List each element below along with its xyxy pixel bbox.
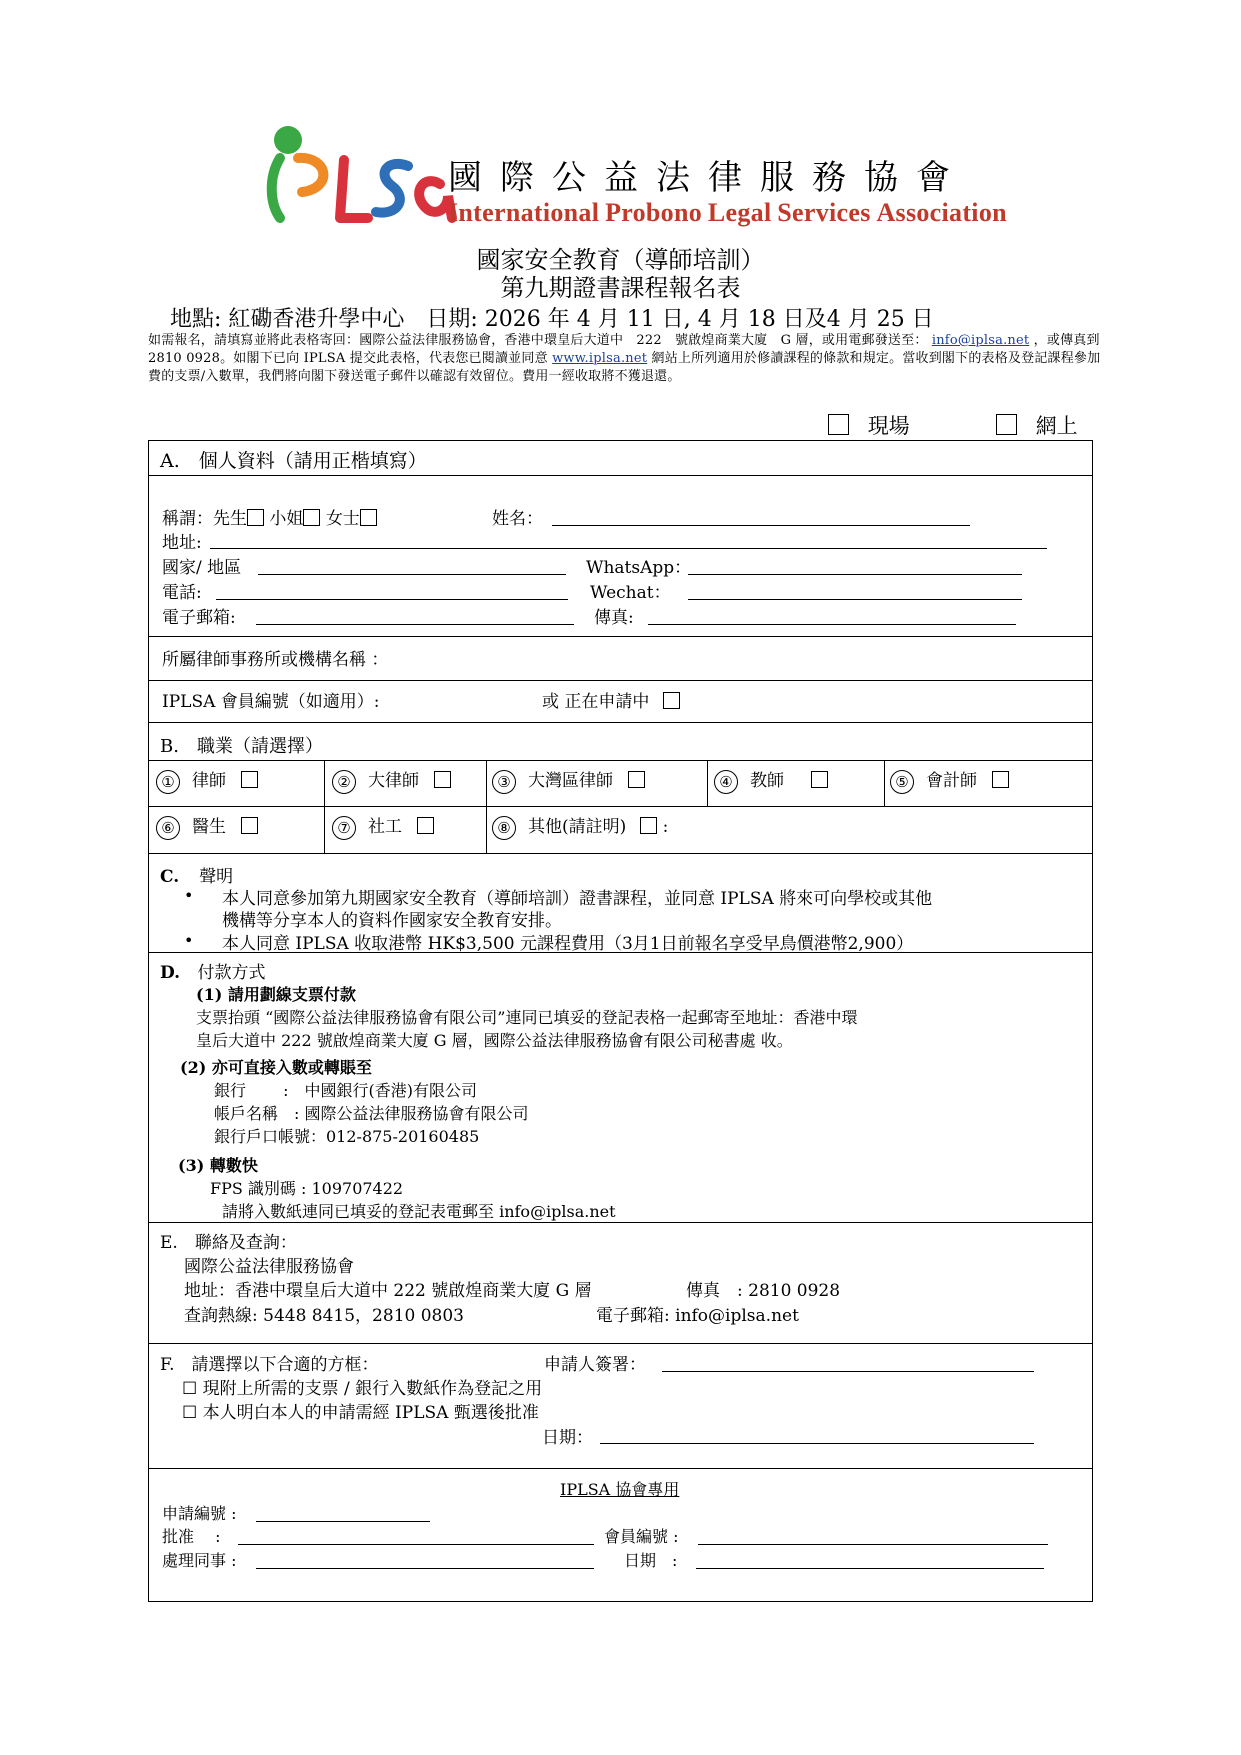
org-name-en-word-4: Services (777, 198, 871, 227)
fax-field[interactable] (648, 624, 1016, 625)
account-name: 帳戶名稱 : 國際公益法律服務協會有限公司 (214, 1104, 529, 1123)
online-label: 網上 (1035, 414, 1078, 438)
other-suffix: : (662, 817, 669, 837)
confirm-option-2[interactable]: ☐ 本人明白本人的申請需經 IPLSA 甄選後批准 (182, 1403, 539, 1423)
divider (148, 680, 1093, 681)
divider (148, 760, 1093, 761)
salutation-miss-label: 小姐 (269, 509, 304, 529)
divider (486, 760, 487, 853)
occupation-label: 社工 (368, 817, 402, 837)
gba-lawyer-checkbox[interactable] (628, 771, 645, 788)
approved-field[interactable] (238, 1544, 594, 1545)
divider (148, 722, 1093, 723)
divider (324, 760, 325, 853)
member-no-admin-field[interactable] (698, 1544, 1048, 1545)
payment-option-1-line2: 皇后大道中 222 號啟煌商業大廈 G 層，國際公益法律服務協會有限公司秘書處 收。 (196, 1031, 793, 1050)
form-title-line1: 國家安全教育（導師培訓） (476, 246, 765, 274)
notice-text-1: 如需報名，請填寫並將此表格寄回：國際公益法律服務協會，香港中環皇后大道中 222 號啟煌商業大廈 G 層，或用電郵發送至： (148, 333, 928, 348)
option-number: ③ (492, 770, 516, 794)
section-a-title: A. 個人資料（請用正楷填寫） (160, 450, 427, 472)
divider (148, 636, 1093, 637)
bullet-icon: • (184, 931, 194, 950)
approved-label: 批准 : (162, 1527, 221, 1546)
country-field[interactable] (258, 574, 566, 575)
contact-org: 國際公益法律服務協會 (184, 1257, 354, 1277)
contact-email: 電子郵箱: info@iplsa.net (596, 1306, 799, 1326)
org-name-en-word-2: Probono (605, 198, 703, 227)
email-field[interactable] (256, 624, 574, 625)
divider (148, 1222, 1093, 1223)
handler-label: 處理同事 : (162, 1551, 237, 1570)
country-label: 國家/ 地區 (162, 558, 242, 578)
section-c-heading: 聲明 (199, 867, 234, 887)
contact-address: 地址：香港中環皇后大道中 222 號啟煌商業大廈 G 層 (184, 1281, 592, 1301)
signature-label: 申請人簽署： (544, 1355, 646, 1375)
account-number: 銀行戶口帳號：012-875-20160485 (214, 1127, 480, 1146)
occupation-lawyer[interactable] (156, 766, 258, 794)
onsite-label: 現場 (867, 414, 910, 438)
form-title-line2: 第九期證書課程報名表 (500, 274, 741, 302)
ms-checkbox[interactable] (360, 509, 377, 526)
fps-note: 請將入數紙連同已填妥的登記表電郵至 info@iplsa.net (222, 1202, 616, 1221)
applying-label: 或 正在申請中 (542, 692, 650, 712)
doctor-checkbox[interactable] (241, 817, 258, 834)
admin-date-field[interactable] (696, 1568, 1044, 1569)
mr-checkbox[interactable] (247, 509, 264, 526)
occupation-gba-lawyer[interactable] (492, 766, 645, 794)
phone-field[interactable] (216, 599, 568, 600)
application-no-field[interactable] (256, 1521, 430, 1522)
teacher-checkbox[interactable] (811, 771, 828, 788)
salutation-mr-label: 先生 (213, 509, 247, 529)
confirm-option-1[interactable]: ☐ 現附上所需的支票 / 銀行入數紙作為登記之用 (182, 1379, 543, 1399)
fax-label: 傳真: (594, 608, 634, 628)
logo-figure (272, 126, 452, 218)
application-no-label: 申請編號 : (162, 1504, 237, 1523)
payment-option-1-title: (1) 請用劃線支票付款 (196, 985, 356, 1004)
option-number: ① (156, 770, 180, 794)
payment-option-2-title: (2) 亦可直接入數或轉賬至 (180, 1058, 372, 1077)
signature-field[interactable] (662, 1371, 1034, 1372)
wechat-field[interactable] (688, 599, 1022, 600)
notice-email-link[interactable]: info@iplsa.net (931, 333, 1030, 348)
bank-name: 銀行 : 中國銀行(香港)有限公司 (214, 1081, 477, 1100)
divider (884, 760, 885, 806)
social-worker-checkbox[interactable] (417, 817, 434, 834)
occupation-label: 醫生 (192, 817, 226, 837)
declaration-2: 本人同意 IPLSA 收取港幣 HK$3,500 元課程費用（3月1日前報名享受早鳥價港幣2,900） (222, 934, 914, 954)
option-number: ② (332, 770, 356, 794)
member-no-label: IPLSA 會員編號（如適用）: (162, 692, 380, 712)
name-label: 姓名： (492, 509, 543, 529)
section-b-title: B. 職業（請選擇） (160, 736, 323, 757)
option-number: ④ (714, 770, 738, 794)
divider (148, 475, 1093, 476)
admin-date-label: 日期 : (624, 1551, 678, 1570)
bullet-icon: • (184, 886, 194, 905)
other-checkbox[interactable] (640, 817, 657, 834)
phone-label: 電話: (162, 583, 202, 603)
option-number: ⑤ (890, 770, 914, 794)
occupation-label: 大灣區律師 (528, 771, 613, 791)
divider (148, 806, 1093, 807)
miss-checkbox[interactable] (303, 509, 320, 526)
barrister-checkbox[interactable] (434, 771, 451, 788)
divider (148, 853, 1093, 854)
whatsapp-label: WhatsApp： (586, 558, 692, 578)
payment-option-1-line1: 支票抬頭 “國際公益法律服務協會有限公司”連同已填妥的登記表格一起郵寄至地址：香港中環 (196, 1008, 858, 1027)
email-label: 電子郵箱: (162, 608, 236, 628)
firm-label: 所屬律師事務所或機構名稱 ： (162, 650, 389, 670)
section-d-letter: D. (160, 963, 181, 983)
handler-field[interactable] (256, 1568, 594, 1569)
fps-id: FPS 識別碼 : 109707422 (210, 1179, 404, 1198)
org-name-en-word-5: Association (876, 198, 1007, 227)
occupation-other[interactable] (492, 812, 668, 840)
wechat-label: Wechat： (590, 583, 671, 603)
date-field[interactable] (600, 1443, 1034, 1444)
venue-date: 地點: 紅磡香港升學中心 日期: 2026 年 4 月 11 日, 4 月 18 日及4 月 25 日 (170, 307, 934, 332)
admin-title: IPLSA 協會專用 (560, 1480, 680, 1499)
section-d-heading: 付款方式 (197, 963, 266, 983)
occupation-label: 會計師 (926, 771, 977, 791)
contact-fax: 傳真 : 2810 0928 (686, 1281, 841, 1301)
declaration-1-line1: 本人同意參加第九期國家安全教育（導師培訓）證書課程，並同意 IPLSA 將來可向學校或其他 (222, 889, 933, 909)
submission-notice (148, 332, 1108, 386)
occupation-accountant[interactable] (890, 766, 1009, 794)
mode-onsite[interactable] (828, 410, 910, 440)
onsite-checkbox[interactable] (828, 414, 849, 435)
occupation-doctor[interactable] (156, 812, 258, 840)
divider (707, 760, 708, 806)
org-name-en-word-3: Legal (707, 198, 772, 227)
section-f-title: F. 請選擇以下合適的方框： (160, 1355, 379, 1375)
option-number: ⑥ (156, 816, 180, 840)
accountant-checkbox[interactable] (992, 771, 1009, 788)
whatsapp-field[interactable] (688, 574, 1022, 575)
contact-hotline: 查詢熱線: 5448 8415，2810 0803 (184, 1306, 464, 1326)
divider (148, 1343, 1093, 1344)
applying-checkbox[interactable] (663, 692, 680, 709)
org-name-cn: 國際公益法律服務協會 (448, 158, 968, 198)
logo-mark-text: IPLSA (258, 118, 262, 119)
notice-text-2: ，或傳真到 2810 0928。如閣下已向 IPLSA 提交此表格，代表您已閱讀並同意 (148, 333, 1100, 366)
mode-online[interactable] (996, 410, 1078, 440)
occupation-social-worker[interactable] (332, 812, 434, 840)
occupation-label: 其他(請註明) (528, 817, 627, 837)
member-no-admin-label: 會員編號 : (604, 1527, 679, 1546)
section-d-title (160, 958, 265, 983)
option-number: ⑧ (492, 816, 516, 840)
org-name-en-word-1: International (448, 198, 600, 227)
name-field[interactable] (552, 525, 970, 526)
occupation-teacher[interactable] (714, 766, 828, 794)
notice-text-3: 網站上所列適用於修讀課程的條款和規定。當收到閣下的表格及登記課程參加費的支票/入數單，我們將向閣下發送電子郵件以確認有效留位。費用一經收取將不獲退還。 (148, 351, 1101, 384)
divider (148, 1468, 1093, 1469)
applying-row (542, 687, 680, 712)
occupation-label: 律師 (192, 771, 226, 791)
option-number: ⑦ (332, 816, 356, 840)
payment-option-3-title: (3) 轉數快 (178, 1156, 258, 1175)
org-name-en (448, 198, 1007, 228)
declaration-1-line2: 機構等分享本人的資料作國家安全教育安排。 (222, 911, 562, 931)
date-label: 日期： (542, 1428, 593, 1448)
salutation-label: 稱謂： (162, 509, 213, 529)
online-checkbox[interactable] (996, 414, 1017, 435)
section-e-title: E. 聯絡及查詢： (160, 1233, 297, 1253)
lawyer-checkbox[interactable] (241, 771, 258, 788)
salutation-row (162, 504, 377, 529)
notice-website-link[interactable]: www.iplsa.net (552, 351, 648, 366)
occupation-barrister[interactable] (332, 766, 451, 794)
address-label: 地址: (162, 533, 202, 553)
occupation-label: 大律師 (368, 771, 419, 791)
address-field[interactable] (210, 548, 1047, 549)
occupation-label: 教師 (750, 771, 784, 791)
section-c-letter: C. (160, 867, 180, 887)
salutation-ms-label: 女士 (325, 509, 360, 529)
